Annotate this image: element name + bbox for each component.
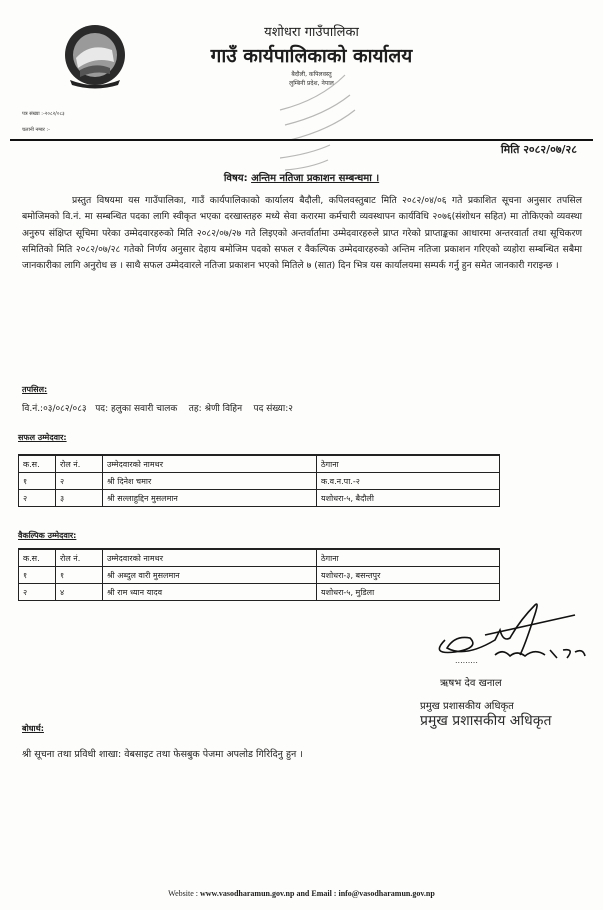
dispatch-number: चलानी नम्बर :- <box>22 127 50 133</box>
header-cell: ठेगाना <box>317 549 500 567</box>
address-cell: यशोधरा-५, बैदौली <box>317 490 500 507</box>
table-header-row <box>19 455 500 473</box>
header-cell: क.स. <box>19 549 56 567</box>
address-cell: यशोधरा-३, बसन्तपुर <box>317 567 500 584</box>
header-cell: उम्मेदवारको नामथर <box>103 549 317 567</box>
post-level: तह: श्रेणी विहिन <box>188 404 243 414</box>
signer-name: ऋषभ देव खनाल <box>440 678 502 689</box>
name-cell: श्री अब्दुल वारी मुसलमान <box>103 567 317 584</box>
post-name: पद: हलुका सवारी चालक <box>95 404 178 414</box>
name-cell: श्री दिनेश चमार <box>103 473 317 490</box>
serial-cell: २ <box>19 584 56 601</box>
header-cell: रोल नं. <box>56 455 103 473</box>
header-cell: उम्मेदवारको नामथर <box>103 455 317 473</box>
letter-date: मिति २०८२/०७/२८ <box>500 143 577 156</box>
subject-line <box>0 170 603 184</box>
alternate-table <box>18 548 500 601</box>
roll-cell: २ <box>56 473 103 490</box>
website-label: Website : <box>168 889 200 898</box>
details-label: तपसिल: <box>22 385 48 394</box>
post-details <box>22 401 293 414</box>
table-row <box>19 567 500 584</box>
advert-number: वि.नं.:०३/०८२/०८३ <box>22 404 87 414</box>
roll-cell: ३ <box>56 490 103 507</box>
svg-text:.........: ......... <box>455 656 478 665</box>
header-divider <box>10 139 593 141</box>
subject-text: अन्तिम नतिजा प्रकाशन सम्बन्धमा । <box>251 173 380 184</box>
office-stamp <box>230 70 380 180</box>
subject-label: विषय: <box>223 173 248 184</box>
footer-contact <box>0 889 603 898</box>
address-cell: क.व.न.पा.-२ <box>317 473 500 490</box>
footer-and-email-label: and Email : <box>294 889 339 898</box>
address-cell: यशोधरा-५, मुडिला <box>317 584 500 601</box>
table-header-row <box>19 549 500 567</box>
letter-number: पत्र संख्या :-२०८२/०८३ <box>22 111 65 117</box>
cc-text: श्री सूचना तथा प्रविधी शाखा: वेबसाइट तथा फेसबुक पेजमा अपलोड गिरिदिनु हुन । <box>22 749 303 760</box>
municipality-name: यशोधरा गाउँपालिका <box>264 25 359 40</box>
name-cell: श्री राम ध्यान यादव <box>103 584 317 601</box>
serial-cell: २ <box>19 490 56 507</box>
header-cell: रोल नं. <box>56 549 103 567</box>
address-line-2: लुम्बिनी प्रदेश, नेपाल <box>289 80 334 87</box>
header-cell: क.स. <box>19 455 56 473</box>
body-paragraph: प्रस्तुत विषयमा यस गाउँपालिका, गाउँ कार्यपालिकाको कार्यालय बैदौली, कपिलवस्तुबाट मिति २०८२/०४/०६ गते प्रकाशित सूचना अनुसार तपसिल बमोजिमको वि.नं. मा सम्बन्धित पदका लागि स्वीकृत भएका दरखास्तहरु मध्ये सेवा करारमा कर्मचारी व्यवस्थापन कार्यविधि २०७६(संशोधन सहित) मा तोकिएको व्यवस्था अनुरुप संक्षिप्त सूचिमा परेका उम्मेदवारहरुको मिति २०८२/०७/२७ गते लिइएको अन्तर्वार्तामा उम्मेदवारहरुले प्राप्त गरेको प्राप्ताङ्कका आधारमा अन्तरवार्ता तथा सूचिकरण समितिको मिति २०८२/०७/२८ गतेको निर्णय अनुसार देहाय बमोजिम पदको सफल र वैकल्पिक उम्मेदवारहरुको अन्तिम नतिजा प्रकाशन गरिएको व्यहोरा सम्बन्धित सबैमा जानकारीका लागि अनुरोध छ । साथै सफल उम्मेदवारले नतिजा प्रकाशन भएको मितिले ७ (सात) दिन भित्र यस कार्यालयमा सम्पर्क गर्नु हुन समेत जानकारी गराइन्छ । <box>22 195 582 272</box>
office-name: गाउँ कार्यपालिकाको कार्यालय <box>210 45 413 67</box>
signer-title: प्रमुख प्रशासकीय अधिकृत <box>420 701 514 712</box>
successful-label: सफल उम्मेदवार: <box>18 433 67 442</box>
table-row <box>19 584 500 601</box>
signature-scribble <box>425 600 600 675</box>
website-link[interactable]: www.vasodharamun.gov.np <box>199 889 295 898</box>
roll-cell: ४ <box>56 584 103 601</box>
address-line-1: बैदौली, कपिलवस्तु <box>291 71 332 78</box>
header-cell: ठेगाना <box>317 455 500 473</box>
post-count: पद संख्या:२ <box>253 404 293 414</box>
email-link[interactable]: info@vasodharamun.gov.np <box>338 889 435 898</box>
signer-title-stamp: प्रमुख प्रशासकीय अधिकृत <box>420 713 552 729</box>
table-row <box>19 473 500 490</box>
roll-cell: १ <box>56 567 103 584</box>
serial-cell: १ <box>19 473 56 490</box>
cc-label: बोधार्थ: <box>22 724 44 733</box>
successful-table <box>18 454 500 507</box>
serial-cell: १ <box>19 567 56 584</box>
alternate-label: वैकल्पिक उम्मेदवार: <box>18 531 77 540</box>
name-cell: श्री सल्लाहुद्दिन मुसलमान <box>103 490 317 507</box>
handwritten-date <box>485 652 490 653</box>
table-row <box>19 490 500 507</box>
